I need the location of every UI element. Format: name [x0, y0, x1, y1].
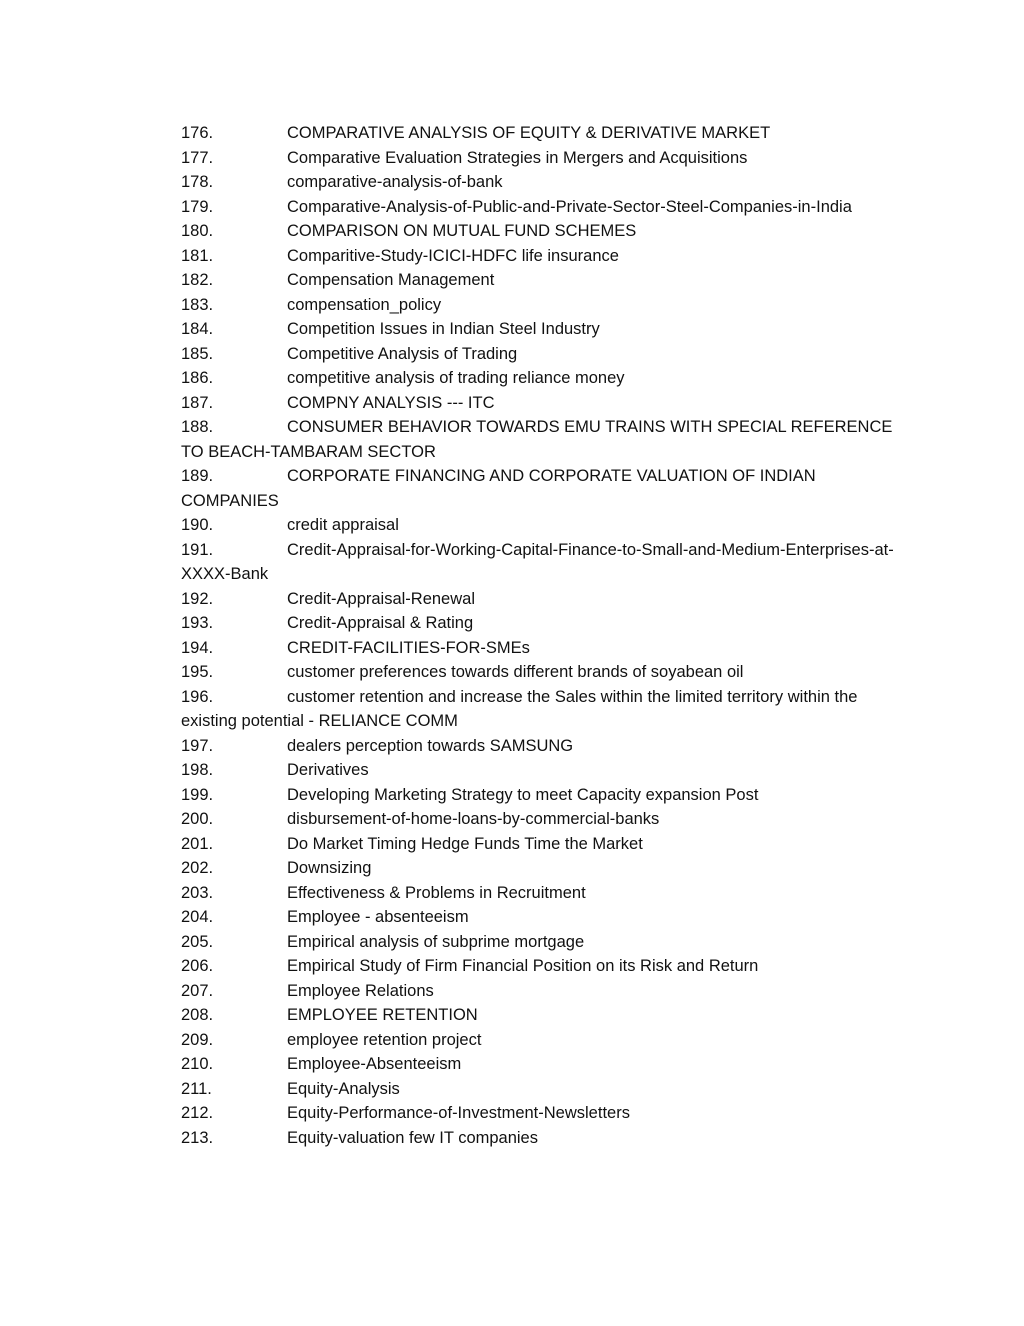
item-title: Comparitive-Study-ICICI-HDFC life insurance: [287, 246, 619, 265]
item-number: 211.: [181, 1079, 212, 1098]
list-item: [181, 685, 901, 734]
item-title: CORPORATE FINANCING AND CORPORATE VALUATION OF INDIAN COMPANIES: [181, 467, 816, 510]
list-item: [181, 146, 901, 171]
item-number: 207.: [181, 981, 214, 1000]
item-number: 193.: [181, 614, 214, 632]
item-title: dealers perception towards SAMSUNG: [287, 736, 574, 755]
item-number: 187.: [181, 393, 214, 412]
item-number: 212.: [181, 1104, 214, 1122]
list-item: [181, 587, 901, 612]
list-item: [181, 219, 901, 244]
item-title: COMPNY ANALYSIS --- ITC: [287, 393, 495, 412]
item-number: 181.: [181, 246, 214, 265]
item-number: 180.: [181, 222, 214, 240]
item-title: Compensation Management: [287, 271, 495, 289]
item-number: 182.: [181, 271, 214, 289]
item-number: 192.: [181, 589, 214, 608]
list-item: [181, 268, 901, 293]
item-title: Employee Relations: [287, 981, 434, 1000]
item-number: 197.: [181, 736, 214, 755]
item-number: 195.: [181, 663, 214, 681]
item-title: Comparative Evaluation Strategies in Mergers and Acquisitions: [287, 148, 748, 167]
item-title: Credit-Appraisal-for-Working-Capital-Finance-to-Small-and-Medium-Enterprises-at-XXXX-Bank: [181, 540, 894, 583]
item-title: Equity-Performance-of-Investment-Newsletters: [287, 1104, 630, 1122]
item-number: 185.: [181, 344, 214, 363]
item-number: 186.: [181, 369, 214, 387]
list-item: [181, 342, 901, 367]
item-title: Employee - absenteeism: [287, 908, 469, 926]
list-item: [181, 1126, 901, 1151]
list-item: [181, 1077, 901, 1102]
item-title: customer preferences towards different brands of soyabean oil: [287, 663, 744, 681]
item-title: Derivatives: [287, 761, 369, 779]
list-item: [181, 366, 901, 391]
list-item: [181, 1052, 901, 1077]
list-item: [181, 317, 901, 342]
item-number: 206.: [181, 957, 214, 975]
list-item: [181, 391, 901, 416]
item-title: Empirical analysis of subprime mortgage: [287, 932, 585, 951]
list-item: [181, 1003, 901, 1028]
item-number: 179.: [181, 197, 214, 216]
item-number: 199.: [181, 785, 214, 804]
list-item: [181, 415, 901, 464]
list-item: [181, 1028, 901, 1053]
item-number: 202.: [181, 859, 214, 877]
item-title: COMPARATIVE ANALYSIS OF EQUITY & DERIVATIVE MARKET: [287, 124, 771, 142]
item-number: 208.: [181, 1006, 214, 1024]
list-item: [181, 734, 901, 759]
list-item: [181, 293, 901, 318]
list-item: [181, 513, 901, 538]
item-number: 210.: [181, 1055, 214, 1073]
list-item: [181, 121, 901, 146]
list-item: [181, 195, 901, 220]
item-number: 204.: [181, 908, 214, 926]
item-number: 200.: [181, 810, 214, 828]
list-item: [181, 170, 901, 195]
list-item: [181, 783, 901, 808]
item-title: COMPARISON ON MUTUAL FUND SCHEMES: [287, 222, 637, 240]
item-number: 203.: [181, 883, 214, 902]
list-item: [181, 538, 901, 587]
item-number: 189.: [181, 467, 214, 485]
item-title: Competitive Analysis of Trading: [287, 344, 518, 363]
item-number: 188.: [181, 418, 214, 436]
item-number: 205.: [181, 932, 214, 951]
item-title: compensation_policy: [287, 295, 442, 314]
item-number: 196.: [181, 687, 214, 706]
list-item: [181, 954, 901, 979]
item-number: 177.: [181, 148, 214, 167]
list-item: [181, 758, 901, 783]
list-item: [181, 636, 901, 661]
list-item: [181, 856, 901, 881]
item-title: credit appraisal: [287, 516, 399, 534]
item-title: employee retention project: [287, 1030, 482, 1049]
list-item: [181, 979, 901, 1004]
item-number: 201.: [181, 834, 214, 853]
item-title: Empirical Study of Firm Financial Position on its Risk and Return: [287, 957, 759, 975]
item-title: EMPLOYEE RETENTION: [287, 1006, 478, 1024]
item-number: 176.: [181, 124, 214, 142]
item-number: 194.: [181, 638, 214, 657]
list-item: [181, 1101, 901, 1126]
item-title: Equity-Analysis: [287, 1079, 400, 1098]
item-title: comparative-analysis-of-bank: [287, 173, 503, 191]
item-title: disbursement-of-home-loans-by-commercial-banks: [287, 810, 660, 828]
item-number: 183.: [181, 295, 214, 314]
item-number: 184.: [181, 320, 214, 338]
list-item: [181, 660, 901, 685]
item-number: 198.: [181, 761, 214, 779]
item-title: Do Market Timing Hedge Funds Time the Market: [287, 834, 643, 853]
item-number: 190.: [181, 516, 214, 534]
item-title: Credit-Appraisal-Renewal: [287, 589, 475, 608]
list-item: [181, 611, 901, 636]
item-title: Employee-Absenteeism: [287, 1055, 462, 1073]
item-title: customer retention and increase the Sales within the limited territory within the existing potential - RELIANCE COMM: [181, 687, 858, 730]
project-title-list: [181, 121, 901, 1150]
item-title: competitive analysis of trading reliance money: [287, 369, 625, 387]
item-number: 178.: [181, 173, 214, 191]
item-title: Equity-valuation few IT companies: [287, 1128, 538, 1147]
list-item: [181, 930, 901, 955]
item-number: 213.: [181, 1128, 214, 1147]
list-item: [181, 832, 901, 857]
item-title: CREDIT-FACILITIES-FOR-SMEs: [287, 638, 530, 657]
item-title: Comparative-Analysis-of-Public-and-Private-Sector-Steel-Companies-in-India: [287, 197, 852, 216]
item-title: CONSUMER BEHAVIOR TOWARDS EMU TRAINS WITH SPECIAL REFERENCE TO BEACH-TAMBARAM SECTOR: [181, 418, 893, 461]
item-number: 209.: [181, 1030, 214, 1049]
item-title: Developing Marketing Strategy to meet Capacity expansion Post: [287, 785, 759, 804]
list-item: [181, 464, 901, 513]
list-item: [181, 807, 901, 832]
list-item: [181, 244, 901, 269]
item-title: Effectiveness & Problems in Recruitment: [287, 883, 586, 902]
list-item: [181, 905, 901, 930]
item-title: Competition Issues in Indian Steel Industry: [287, 320, 600, 338]
item-title: Credit-Appraisal & Rating: [287, 614, 474, 632]
item-title: Downsizing: [287, 859, 372, 877]
list-item: [181, 881, 901, 906]
item-number: 191.: [181, 540, 214, 559]
